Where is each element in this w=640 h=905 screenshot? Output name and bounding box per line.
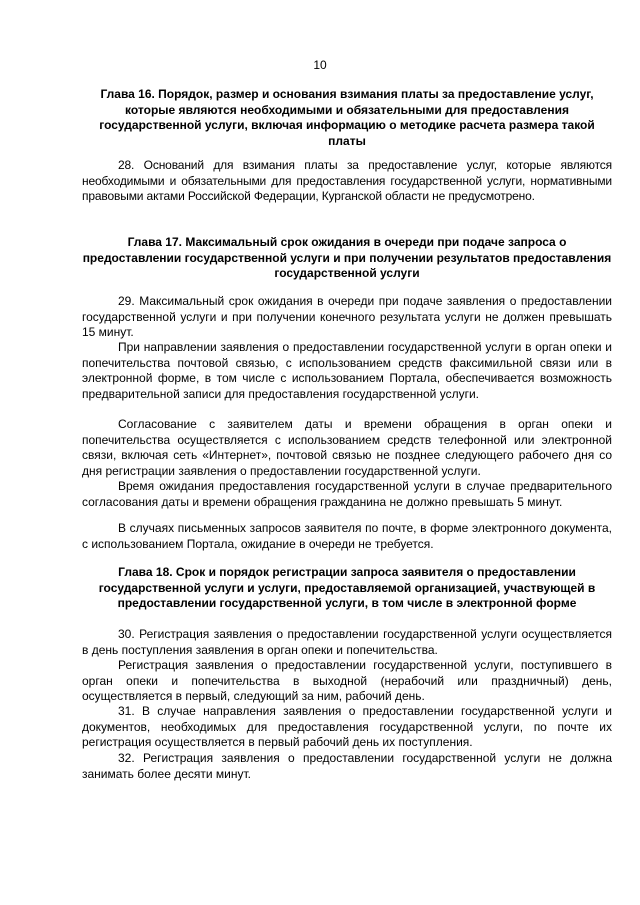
paragraph-28: 28. Оснований для взимания платы за предоставление услуг, которые являются необходимыми и обязательными для предоставления государственной услуги, нормативными правовыми актами Российской Федерации, Курганской области не предусмотрено. (82, 158, 612, 203)
paragraph-29-3: Согласование с заявителем даты и времени обращения в орган опеки и попечительства осуществляется с использованием средств телефонной или электронной связи, включая сеть «Интернет», почтовой связью не позднее следующего рабочего дня со дня регистрации заявления о предоставлении государственной услуги. (82, 417, 612, 478)
paragraph-31: 31. В случае направления заявления о предоставлении государственной услуги и документов, необходимых для предоставления государственной услуги, по почте их регистрация осуществляется в первый рабочий день их поступления. (82, 704, 612, 749)
paragraph-29-4: Время ожидания предоставления государственной услуги в случае предварительного согласования даты и времени обращения гражданина не должно превышать 5 минут. (82, 479, 612, 509)
chapter-17-title: Глава 17. Максимальный срок ожидания в очереди при подаче запроса о предоставлении государственной услуги и при получении результатов предоставления государственной услуги (82, 235, 612, 280)
paragraph-29-2: При направлении заявления о предоставлении государственной услуги в орган опеки и попечительства почтовой связью, с использованием средств факсимильной связи или в электронной форме, в том числе с использованием Портала, обеспечивается возможность предварительной записи для предоставления государственной услуги. (82, 340, 612, 401)
paragraph-32: 32. Регистрация заявления о предоставлении государственной услуги не должна занимать более десяти минут. (82, 751, 612, 781)
paragraph-29: 29. Максимальный срок ожидания в очереди при подаче заявления о предоставлении государственной услуги и при получении конечного результата услуги не должен превышать 15 минут. (82, 294, 612, 339)
paragraph-29-5: В случаях письменных запросов заявителя по почте, в форме электронного документа, с использованием Портала, ожидание в очереди не требуется. (82, 521, 612, 551)
paragraph-30: 30. Регистрация заявления о предоставлении государственной услуги осуществляется в день поступления заявления в орган опеки и попечительства. (82, 627, 612, 657)
paragraph-30-2: Регистрация заявления о предоставлении государственной услуги, поступившего в орган опеки и попечительства в выходной (нерабочий или праздничный) день, осуществляется в первый, следующий за ним, рабочий день. (82, 658, 612, 703)
page-number: 10 (313, 58, 327, 72)
chapter-16-title: Глава 16. Порядок, размер и основания взимания платы за предоставление услуг, которые являются необходимыми и обязательными для предоставления государственной услуги, включая информацию о методике расчета размера такой платы (99, 87, 595, 148)
chapter-18-title: Глава 18. Срок и порядок регистрации запроса заявителя о предоставлении государственной услуги и услуги, предоставляемой организацией, участвующей в предоставлении государственной услуги, в том числе в электронной форме (98, 565, 596, 610)
